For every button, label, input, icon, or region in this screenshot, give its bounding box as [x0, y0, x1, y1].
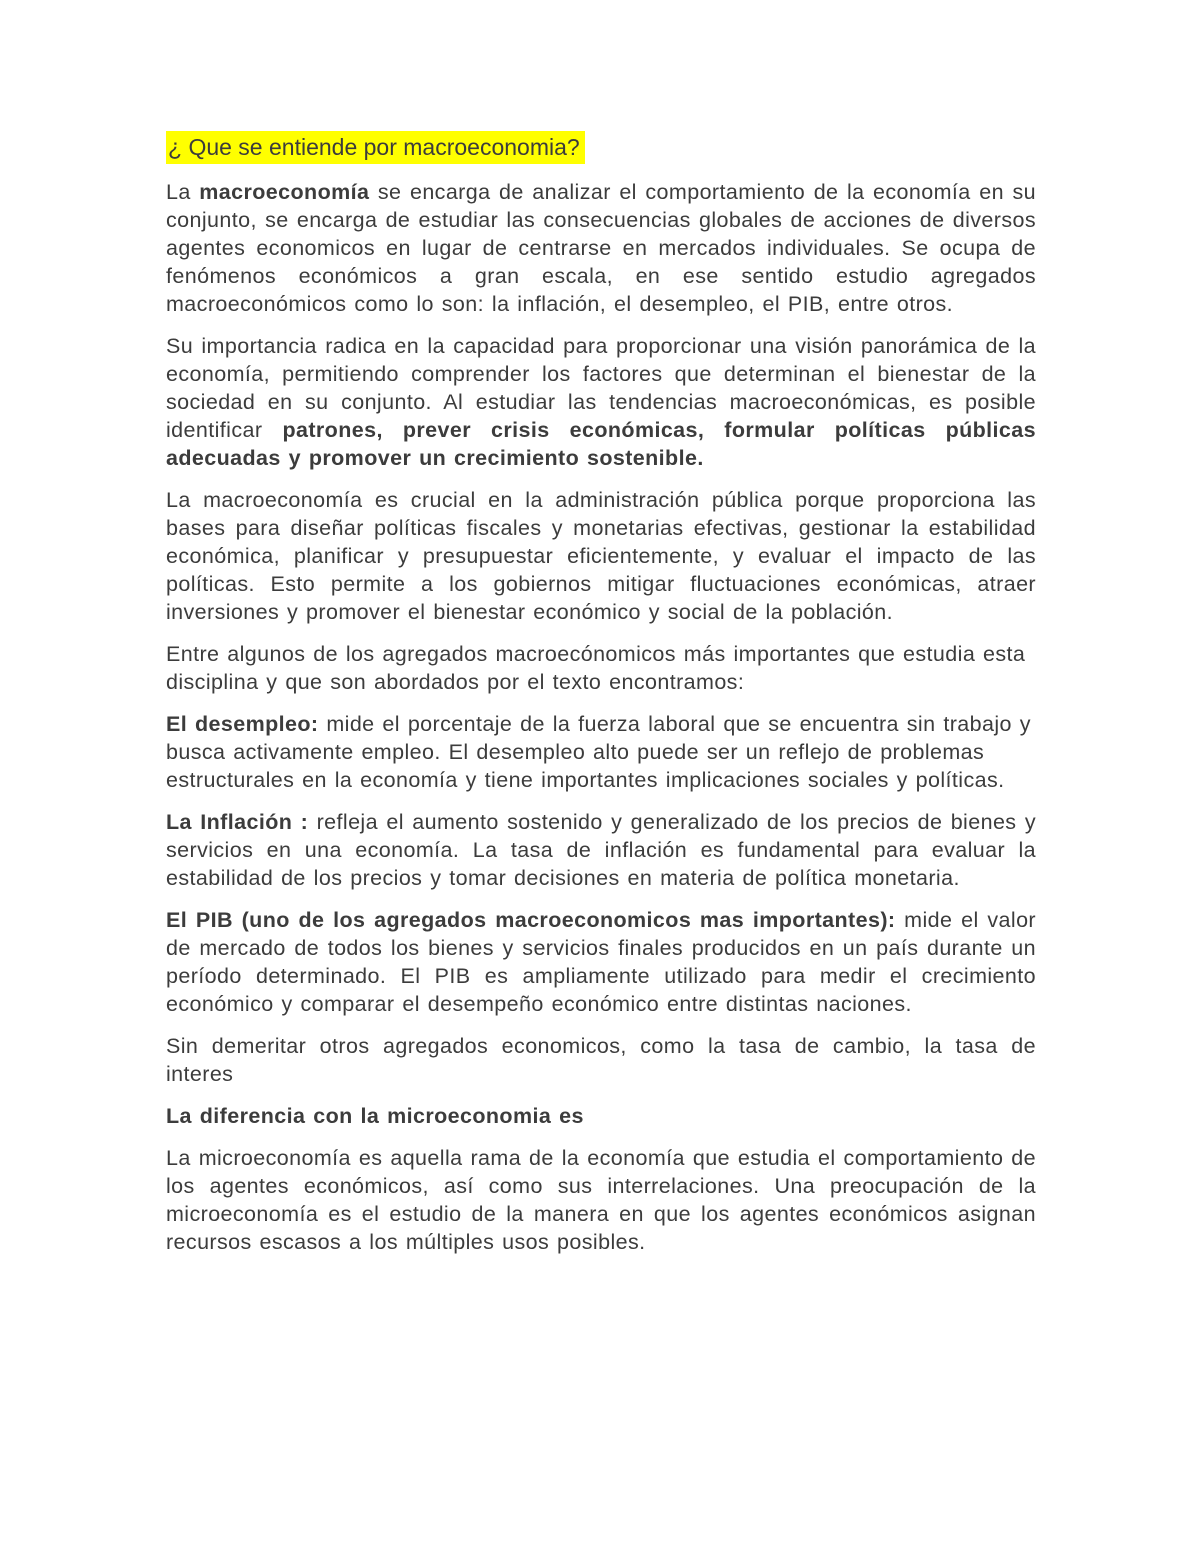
- document-paragraph: [166, 486, 1036, 626]
- document-paragraph: [166, 1144, 1036, 1256]
- document-title: [166, 132, 1036, 162]
- text-run: macroeconomía: [199, 180, 370, 204]
- text-run: El desempleo:: [166, 712, 319, 736]
- document-paragraph: [166, 808, 1036, 892]
- text-run: Su importancia radica en la capacidad para proporcionar una visión panorámica de la economía, permitiendo comprender los factores que determinan el bienestar de la sociedad en su conjunto. Al estudiar las tendencias macroeconómicas, es posible identificar: [166, 334, 1036, 442]
- highlighted-title-text: ¿ Que se entiende por macroeconomia?: [166, 131, 585, 164]
- text-run: mide el porcentaje de la fuerza laboral que se encuentra sin trabajo y busca activamente empleo. El desempleo alto puede ser un reflejo de problemas estructurales en la economía y tiene importantes implicaciones sociales y políticas.: [166, 712, 1031, 792]
- document-paragraph: [166, 906, 1036, 1018]
- text-run: Sin demeritar otros agregados economicos, como la tasa de cambio, la tasa de interes: [166, 1034, 1036, 1086]
- document-paragraph: [166, 178, 1036, 318]
- text-run: patrones, prever crisis económicas, formular políticas públicas adecuadas y promover un crecimiento sostenible.: [166, 418, 1036, 470]
- document-paragraph: [166, 710, 1036, 794]
- document-paragraph: [166, 640, 1036, 696]
- text-run: La Inflación :: [166, 810, 309, 834]
- document-body: [166, 178, 1036, 1256]
- document-heading: [166, 1102, 1036, 1130]
- text-run: Entre algunos de los agregados macroecónomicos más importantes que estudia esta disciplina y que son abordados por el texto encontramos:: [166, 642, 1026, 694]
- text-run: La diferencia con la microeconomia es: [166, 1104, 584, 1128]
- text-run: refleja el aumento sostenido y generalizado de los precios de bienes y servicios en una economía. La tasa de inflación es fundamental para evaluar la estabilidad de los precios y tomar decisiones en materia de política monetaria.: [166, 810, 1036, 890]
- text-run: La macroeconomía es crucial en la administración pública porque proporciona las bases para diseñar políticas fiscales y monetarias efectivas, gestionar la estabilidad económica, planificar y presupuestar eficientemente, y evaluar el impacto de las políticas. Esto permite a los gobiernos mitigar fluctuaciones económicas, atraer inversiones y promover el bienestar económico y social de la población.: [166, 488, 1036, 624]
- document-paragraph: [166, 332, 1036, 472]
- text-run: El PIB (uno de los agregados macroeconomicos mas importantes):: [166, 908, 896, 932]
- text-run: La: [166, 180, 200, 204]
- text-run: La microeconomía es aquella rama de la economía que estudia el comportamiento de los agentes económicos, así como sus interrelaciones. Una preocupación de la microeconomía es el estudio de la manera en que los agentes económicos asignan recursos escasos a los múltiples usos posibles.: [166, 1146, 1036, 1254]
- document-paragraph: [166, 1032, 1036, 1088]
- text-run: se encarga de analizar el comportamiento de la economía en su conjunto, se encarga de estudiar las consecuencias globales de acciones de diversos agentes economicos en lugar de centrarse en mercados individuales. Se ocupa de fenómenos económicos a gran escala, en ese sentido estudio agregados macroeconómicos como lo son: la inflación, el desempleo, el PIB, entre otros.: [166, 180, 1036, 316]
- text-run: mide el valor de mercado de todos los bienes y servicios finales producidos en un país durante un período determinado. El PIB es ampliamente utilizado para medir el crecimiento económico y comparar el desempeño económico entre distintas naciones.: [166, 908, 1036, 1016]
